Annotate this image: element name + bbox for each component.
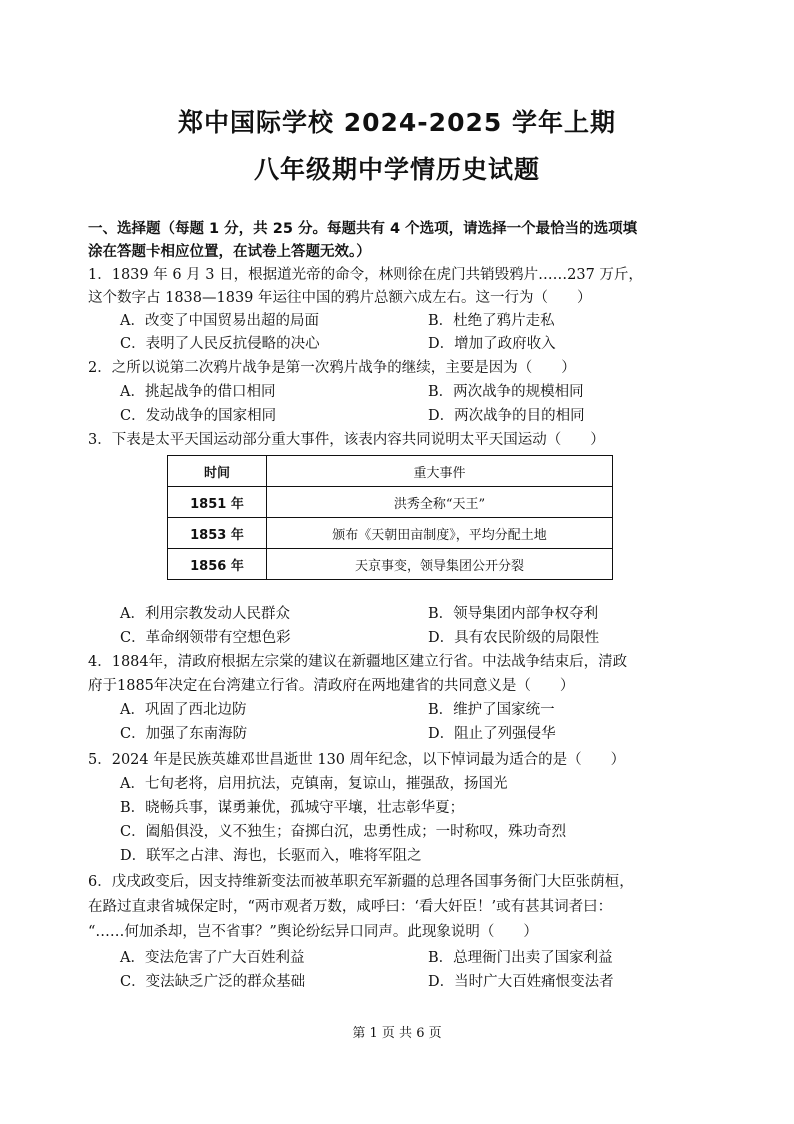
question-1-option-d: D．增加了政府收入	[428, 336, 556, 352]
question-4-option-b: B．维护了国家统一	[428, 702, 555, 718]
table-cell-year: 1856 年	[168, 549, 267, 580]
question-4-stem-line1: 4．1884年，清政府根据左宗棠的建议在新疆地区建立行省。中法战争结束后，清政	[88, 654, 628, 670]
question-2-option-c: C．发动战争的国家相同	[120, 408, 277, 424]
table-header-time: 时间	[168, 456, 267, 487]
question-6-option-d: D．当时广大百姓痛恨变法者	[428, 974, 614, 990]
question-3-option-a: A．利用宗教发动人民群众	[120, 606, 290, 622]
table-cell-year: 1851 年	[168, 487, 267, 518]
question-5-option-c: C．阖船俱没，义不独生；奋掷白沉，忠勇性成；一时称叹，殊功奇烈	[120, 824, 567, 840]
table-header-event: 重大事件	[267, 456, 613, 487]
question-2-option-b: B．两次战争的规模相同	[428, 384, 584, 400]
question-5-option-d: D．联军之占津、海也，长驱而入，唯将军阻之	[120, 848, 422, 864]
question-6-stem-line2: 在路过直隶省城保定时，“两市观者万数，咸呼曰：‘看大奸臣！’或有甚其词者曰：	[88, 899, 613, 915]
table-header-row	[168, 456, 613, 487]
question-4-option-d: D．阻止了列强侵华	[428, 726, 556, 742]
section-heading-line2: 涂在答题卡相应位置，在试卷上答题无效。）	[88, 244, 371, 260]
question-5-stem: 5．2024 年是民族英雄邓世昌逝世 130 周年纪念，以下悼词最为适合的是（ ）	[88, 752, 626, 768]
taiping-events-table	[167, 455, 613, 580]
question-4-stem-line2: 府于1885年决定在台湾建立行省。清政府在两地建省的共同意义是（ ）	[88, 678, 575, 694]
table-cell-event: 洪秀全称“天王”	[267, 487, 613, 518]
question-6-option-c: C．变法缺乏广泛的群众基础	[120, 974, 306, 990]
question-2-stem: 2．之所以说第二次鸦片战争是第一次鸦片战争的继续，主要是因为（ ）	[88, 360, 576, 376]
question-1-stem-line1: 1．1839 年 6 月 3 日，根据道光帝的命令，林则徐在虎门共销毁鸦片……237 万斤，	[88, 267, 643, 283]
question-4-option-c: C．加强了东南海防	[120, 726, 248, 742]
exam-title-line2: 八年级期中学情历史试题	[253, 155, 540, 184]
section-heading-line1: 一、选择题（每题 1 分，共 25 分。每题共有 4 个选项，请选择一个最恰当的选项填	[88, 221, 638, 237]
question-3-stem: 3．下表是太平天国运动部分重大事件，该表内容共同说明太平天国运动（ ）	[88, 432, 605, 448]
question-3-option-c: C．革命纲领带有空想色彩	[120, 630, 291, 646]
table-cell-event: 天京事变，领导集团公开分裂	[267, 549, 613, 580]
question-1-option-c: C．表明了人民反抗侵略的决心	[120, 336, 320, 352]
question-6-stem-line3: “……何加杀却，岂不省事？”舆论纷纭异口同声。此现象说明（ ）	[88, 924, 538, 940]
question-3-option-d: D．具有农民阶级的局限性	[428, 630, 600, 646]
page-number-footer: 第 1 页 共 6 页	[352, 1026, 442, 1041]
table-row	[168, 518, 613, 549]
question-1-option-b: B．杜绝了鸦片走私	[428, 313, 555, 329]
question-5-option-b: B．晓畅兵事，谋勇兼优，孤城守平壤，壮志彰华夏；	[120, 800, 465, 816]
question-6-stem-line1: 6．戊戌政变后，因支持维新变法而被革职充军新疆的总理各国事务衙门大臣张荫桓，	[88, 874, 634, 890]
table-cell-year: 1853 年	[168, 518, 267, 549]
question-2-option-d: D．两次战争的目的相同	[428, 408, 585, 424]
question-5-option-a: A．七旬老将，启用抗法，克镇南，复谅山，摧强敌，扬国光	[120, 776, 508, 792]
question-6-option-a: A．变法危害了广大百姓利益	[120, 950, 305, 966]
table-row	[168, 487, 613, 518]
question-1-stem-line2: 这个数字占 1838—1839 年运往中国的鸦片总额六成左右。这一行为（ ）	[88, 290, 592, 306]
question-1-option-a: A．改变了中国贸易出超的局面	[120, 313, 319, 329]
question-6-option-b: B．总理衙门出卖了国家利益	[428, 950, 613, 966]
question-4-option-a: A．巩固了西北边防	[120, 702, 247, 718]
question-3-option-b: B．领导集团内部争权夺利	[428, 606, 599, 622]
table-cell-event: 颁布《天朝田亩制度》，平均分配土地	[267, 518, 613, 549]
question-2-option-a: A．挑起战争的借口相同	[120, 384, 276, 400]
exam-title-line1: 郑中国际学校 2024-2025 学年上期	[178, 108, 616, 137]
table-row	[168, 549, 613, 580]
